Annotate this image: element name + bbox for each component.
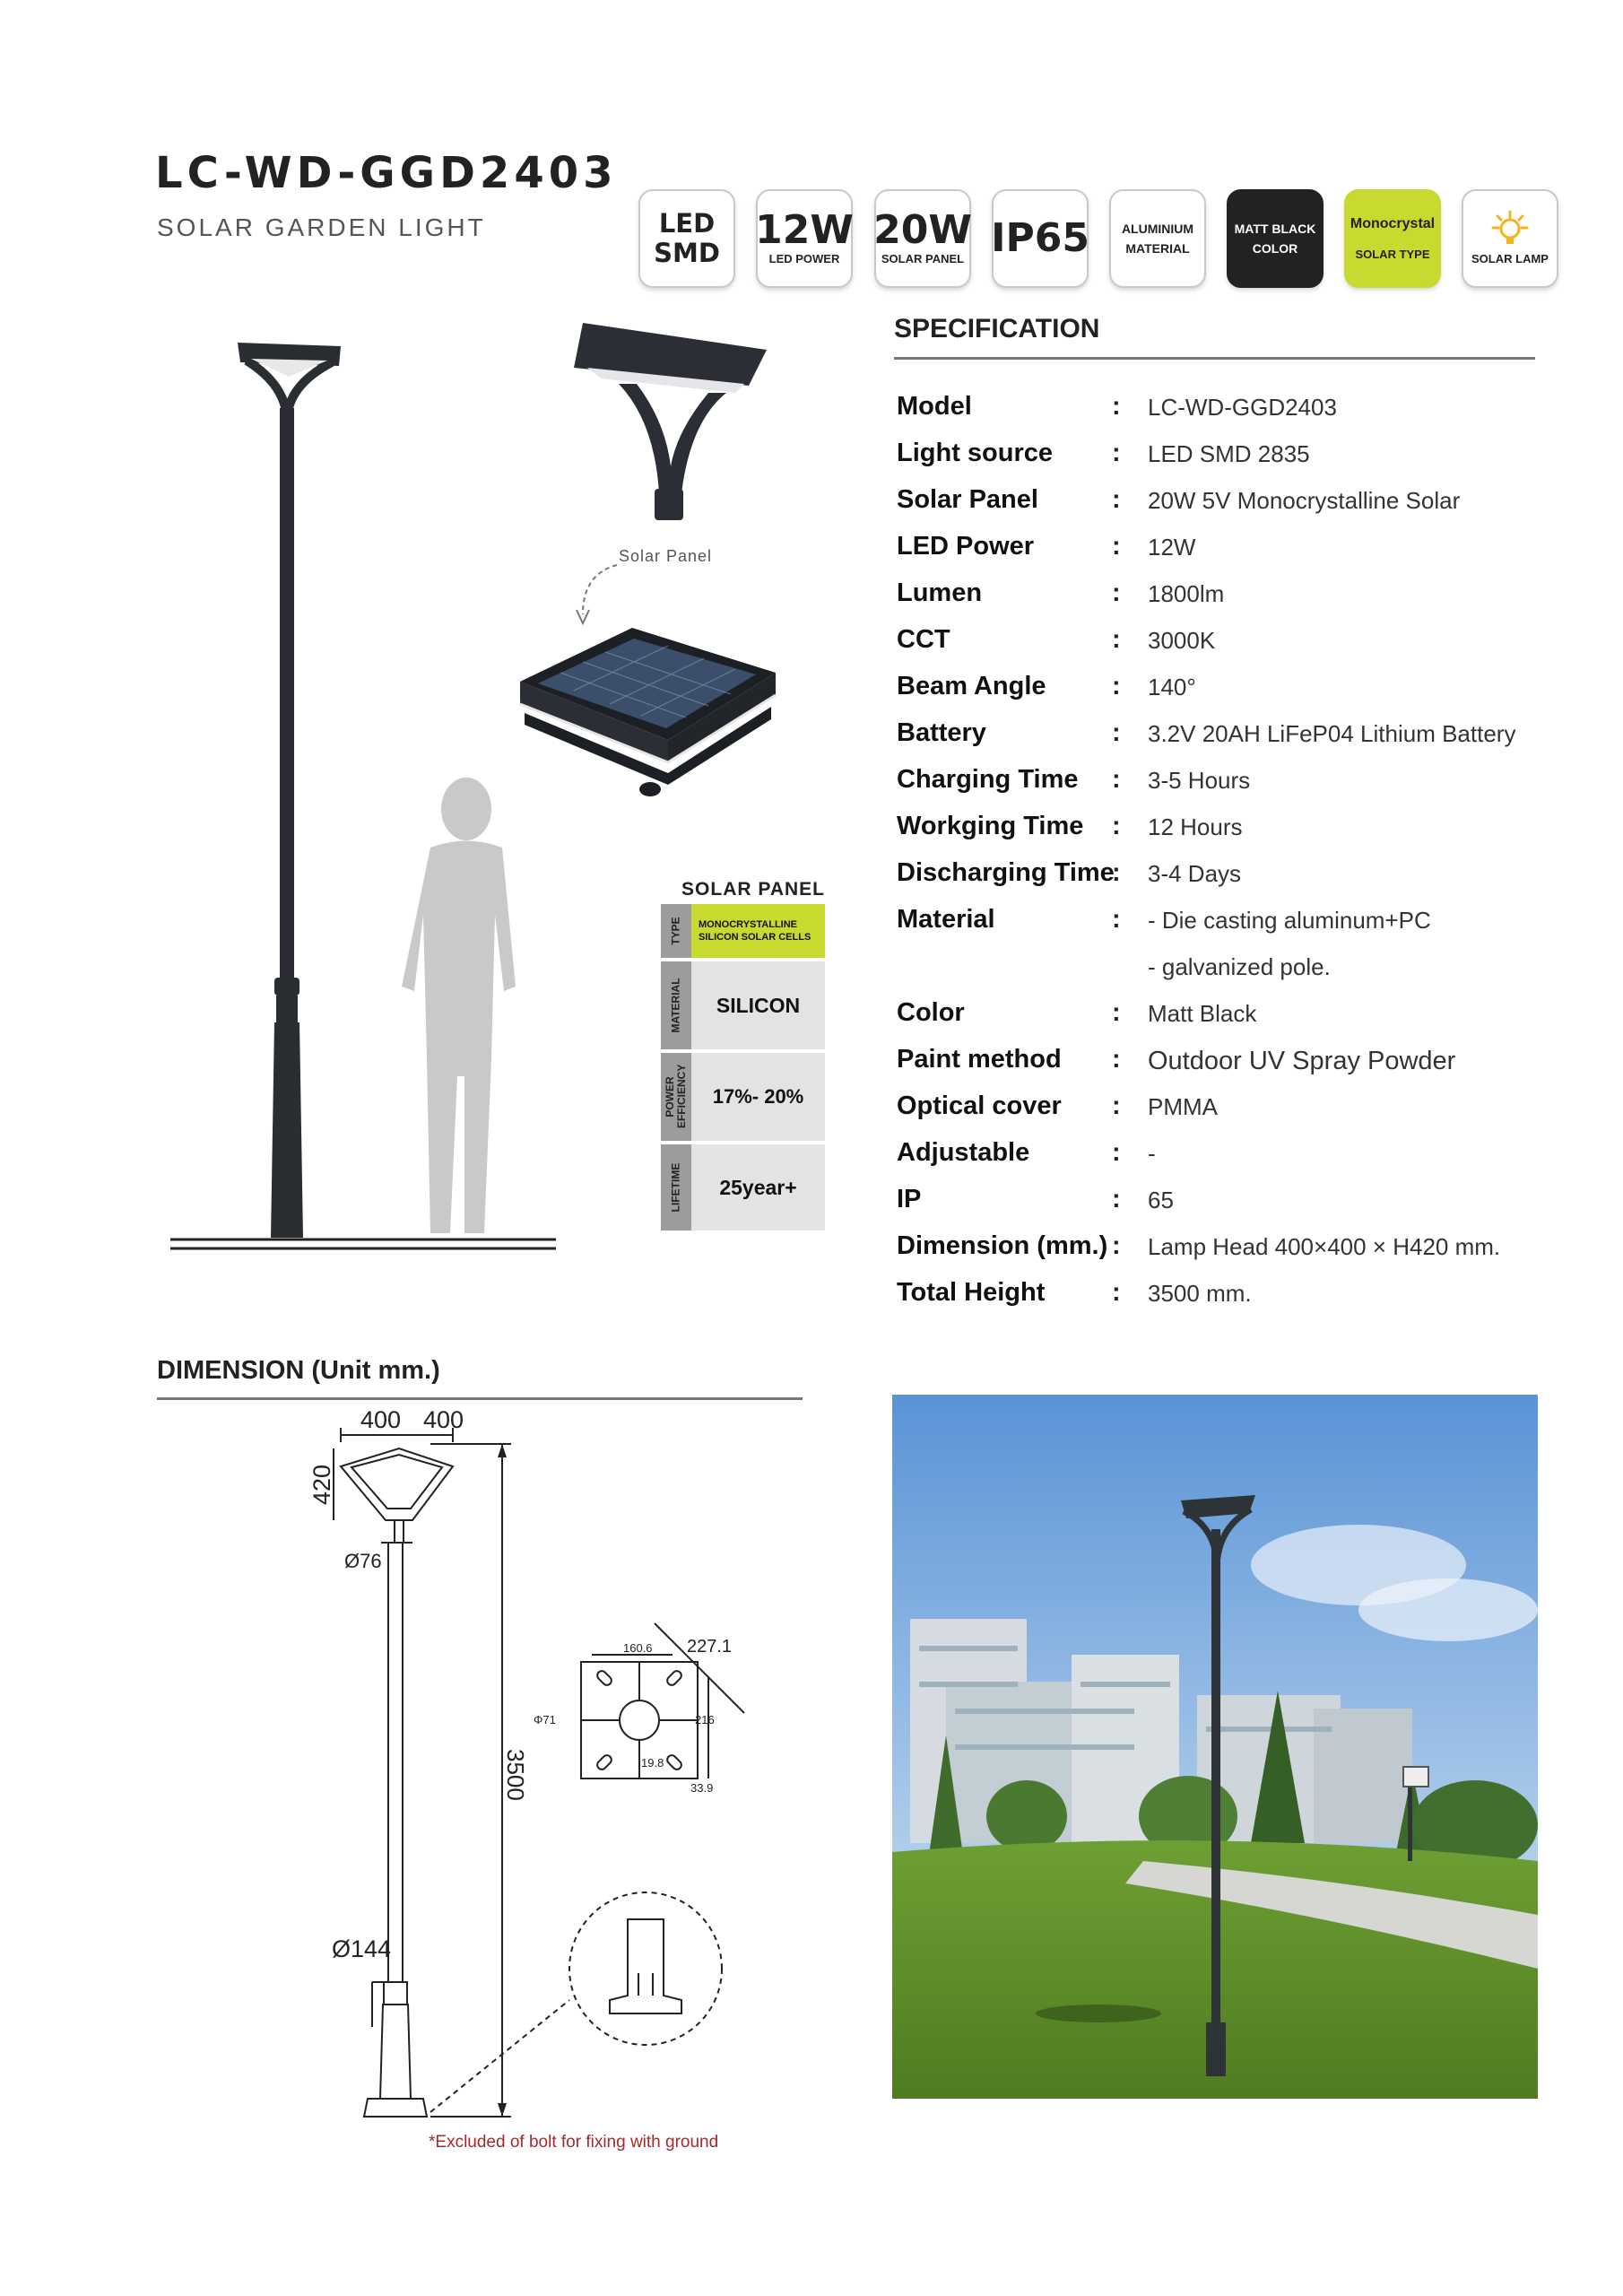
spec-value: Lamp Head 400×400 × H420 mm. (1148, 1233, 1501, 1260)
led-power-badge (756, 189, 853, 288)
spec-value: - Die casting aluminum+PC (1148, 907, 1431, 934)
flange-phi-label: Φ71 (534, 1713, 556, 1726)
spec-label: Workging Time (897, 812, 1084, 840)
spec-row (897, 718, 1542, 765)
spec-value: 3000K (1148, 627, 1216, 654)
spec-row (897, 672, 1542, 718)
ip-rating-badge (992, 189, 1089, 288)
total-height-label: 3500 (502, 1749, 529, 1801)
specification-heading: SPECIFICATION (894, 314, 1100, 344)
solar-card-value: 25year+ (691, 1144, 825, 1231)
spec-value: Matt Black (1148, 1000, 1257, 1027)
pole-with-person-illustration (161, 323, 574, 1274)
product-subtitle: SOLAR GARDEN LIGHT (157, 213, 486, 241)
spec-value: - (1148, 1140, 1156, 1167)
spec-colon: : (1112, 1185, 1121, 1213)
spec-colon: : (1112, 812, 1121, 840)
color-badge (1227, 189, 1324, 288)
spec-value: 1800lm (1148, 580, 1225, 607)
spec-value: 12 Hours (1148, 813, 1243, 840)
spec-row (897, 485, 1542, 532)
dimension-footnote: *Excluded of bolt for fixing with ground (429, 2133, 719, 2152)
solar-card-row-efficiency (661, 1053, 825, 1141)
spec-label: Dimension (mm.) (897, 1231, 1108, 1260)
spec-label: IP (897, 1185, 922, 1213)
spec-label: Solar Panel (897, 485, 1038, 514)
spec-label: Beam Angle (897, 672, 1046, 700)
spec-row (897, 392, 1542, 439)
spec-label: Material (897, 905, 995, 934)
spec-row (897, 1278, 1542, 1325)
solar-lamp-badge (1462, 189, 1558, 288)
spec-colon: : (1112, 1091, 1121, 1120)
solar-card-side (661, 904, 691, 958)
solar-panel-label: SOLAR PANEL (881, 252, 965, 265)
spec-label: Lumen (897, 578, 983, 607)
lamp-head-view (565, 314, 780, 529)
solar-card-side (661, 961, 691, 1049)
spec-row (897, 532, 1542, 578)
spec-colon: : (1112, 718, 1121, 747)
spec-row (897, 952, 1542, 998)
flange-1606-label: 160.6 (623, 1641, 653, 1655)
spec-label: Paint method (897, 1045, 1062, 1074)
spec-row (897, 905, 1542, 952)
spec-value: 20W 5V Monocrystalline Solar (1148, 487, 1461, 514)
spec-label: CCT (897, 625, 950, 654)
solar-panel-view (516, 619, 785, 816)
top-diameter-label: Ø76 (344, 1550, 382, 1572)
solar-card-row-lifetime (661, 1144, 825, 1231)
spec-row (897, 812, 1542, 858)
base-diameter-label: Ø144 (332, 1935, 392, 1962)
spec-row (897, 1045, 1542, 1091)
solar-card-side-text: LIFETIME (669, 1162, 682, 1213)
material-badge-line1: ALUMINIUM (1121, 222, 1194, 236)
spec-colon: : (1112, 998, 1121, 1027)
spec-row (897, 765, 1542, 812)
material-badge-line2: MATERIAL (1125, 241, 1190, 256)
spec-colon: : (1112, 672, 1121, 700)
solar-card-value: SILICON (691, 961, 825, 1049)
head-height-label: 420 (308, 1464, 335, 1505)
solar-card-value: MONOCRYSTALLINE SILICON SOLAR CELLS (691, 904, 825, 958)
solar-panel-value: 20W (873, 207, 972, 253)
flange-216-label: 216 (695, 1713, 715, 1726)
solar-type-line2: SOLAR TYPE (1355, 248, 1430, 261)
solar-type-badge (1344, 189, 1441, 288)
spec-row (897, 439, 1542, 485)
solar-card-side-text: MATERIAL (669, 978, 682, 1033)
led-badge-line1: LED (658, 208, 716, 239)
spec-label: Battery (897, 718, 986, 747)
material-badge (1109, 189, 1206, 288)
dimension-drawing (296, 1408, 762, 2144)
spec-value: LC-WD-GGD2403 (1148, 394, 1337, 421)
spec-label: Model (897, 392, 972, 421)
solar-panel-callout: Solar Panel (619, 547, 713, 565)
flange-339-label: 33.9 (690, 1781, 714, 1795)
spec-colon: : (1112, 485, 1121, 514)
solar-panel-badge (874, 189, 971, 288)
spec-row (897, 625, 1542, 672)
spec-label: Color (897, 998, 965, 1027)
spec-value: 65 (1148, 1187, 1174, 1213)
flange-198-label: 19.8 (641, 1756, 664, 1770)
solar-card-side-text: POWER EFFICIENCY (664, 1064, 688, 1128)
spec-value: 3-4 Days (1148, 860, 1242, 887)
spec-label: Total Height (897, 1278, 1046, 1307)
solar-card-row-material (661, 961, 825, 1049)
spec-value: LED SMD 2835 (1148, 440, 1310, 467)
solar-lamp-label: SOLAR LAMP (1471, 252, 1549, 265)
spec-colon: : (1112, 1231, 1121, 1260)
flange-2271-label: 227.1 (687, 1637, 733, 1657)
dimension-heading: DIMENSION (Unit mm.) (157, 1356, 440, 1385)
led-power-value: 12W (755, 207, 854, 253)
spec-row (897, 998, 1542, 1045)
spec-label: Optical cover (897, 1091, 1062, 1120)
person-silhouette (402, 778, 516, 1233)
spec-label: Discharging Time (897, 858, 1115, 887)
width-left-label: 400 (360, 1408, 402, 1433)
spec-colon: : (1112, 578, 1121, 607)
solar-card-side-text: TYPE (669, 917, 682, 945)
spec-row (897, 578, 1542, 625)
spec-colon: : (1112, 1278, 1121, 1307)
spec-value: 140° (1148, 674, 1196, 700)
spec-colon: : (1112, 439, 1121, 467)
solar-card-row-type (661, 904, 825, 958)
color-badge-line2: COLOR (1252, 241, 1298, 256)
dimension-rule (157, 1397, 803, 1400)
spec-value: 3.2V 20AH LiFeP04 Lithium Battery (1148, 720, 1516, 747)
ip-rating-value: IP65 (991, 215, 1089, 261)
solar-panel-card (661, 879, 825, 1234)
spec-row (897, 858, 1542, 905)
spec-colon: : (1112, 392, 1121, 421)
solar-card-title: SOLAR PANEL (681, 879, 825, 900)
spec-colon: : (1112, 625, 1121, 654)
spec-colon: : (1112, 905, 1121, 934)
spec-label: Adjustable (897, 1138, 1030, 1167)
spec-colon: : (1112, 532, 1121, 561)
spec-value: 3500 mm. (1148, 1280, 1252, 1307)
led-smd-badge (638, 189, 735, 288)
spec-row (897, 1185, 1542, 1231)
spec-colon: : (1112, 858, 1121, 887)
spec-value: 12W (1148, 534, 1196, 561)
spec-label: Light source (897, 439, 1054, 467)
specification-rule (894, 357, 1535, 360)
product-model-title: LC-WD-GGD2403 (155, 148, 618, 198)
spec-colon: : (1112, 765, 1121, 794)
width-right-label: 400 (423, 1408, 464, 1433)
spec-value: Outdoor UV Spray Powder (1148, 1047, 1456, 1075)
spec-row (897, 1091, 1542, 1138)
solar-type-line1: Monocrystal (1350, 216, 1436, 231)
sun-bulb-icon (1488, 210, 1532, 251)
installation-photo (892, 1395, 1538, 2099)
color-badge-line1: MATT BLACK (1234, 222, 1316, 236)
spec-value: 3-5 Hours (1148, 767, 1251, 794)
spec-value: - galvanized pole. (1148, 953, 1331, 980)
led-badge-line2: SMD (654, 238, 720, 268)
spec-row (897, 1138, 1542, 1185)
spec-value: PMMA (1148, 1093, 1218, 1120)
spec-label: LED Power (897, 532, 1035, 561)
led-power-label: LED POWER (768, 252, 840, 265)
solar-card-side (661, 1053, 691, 1141)
spec-row (897, 1231, 1542, 1278)
solar-card-side (661, 1144, 691, 1231)
spec-colon: : (1112, 1138, 1121, 1167)
spec-label: Charging Time (897, 765, 1079, 794)
spec-colon: : (1112, 1045, 1121, 1074)
solar-card-value: 17%- 20% (691, 1053, 825, 1141)
